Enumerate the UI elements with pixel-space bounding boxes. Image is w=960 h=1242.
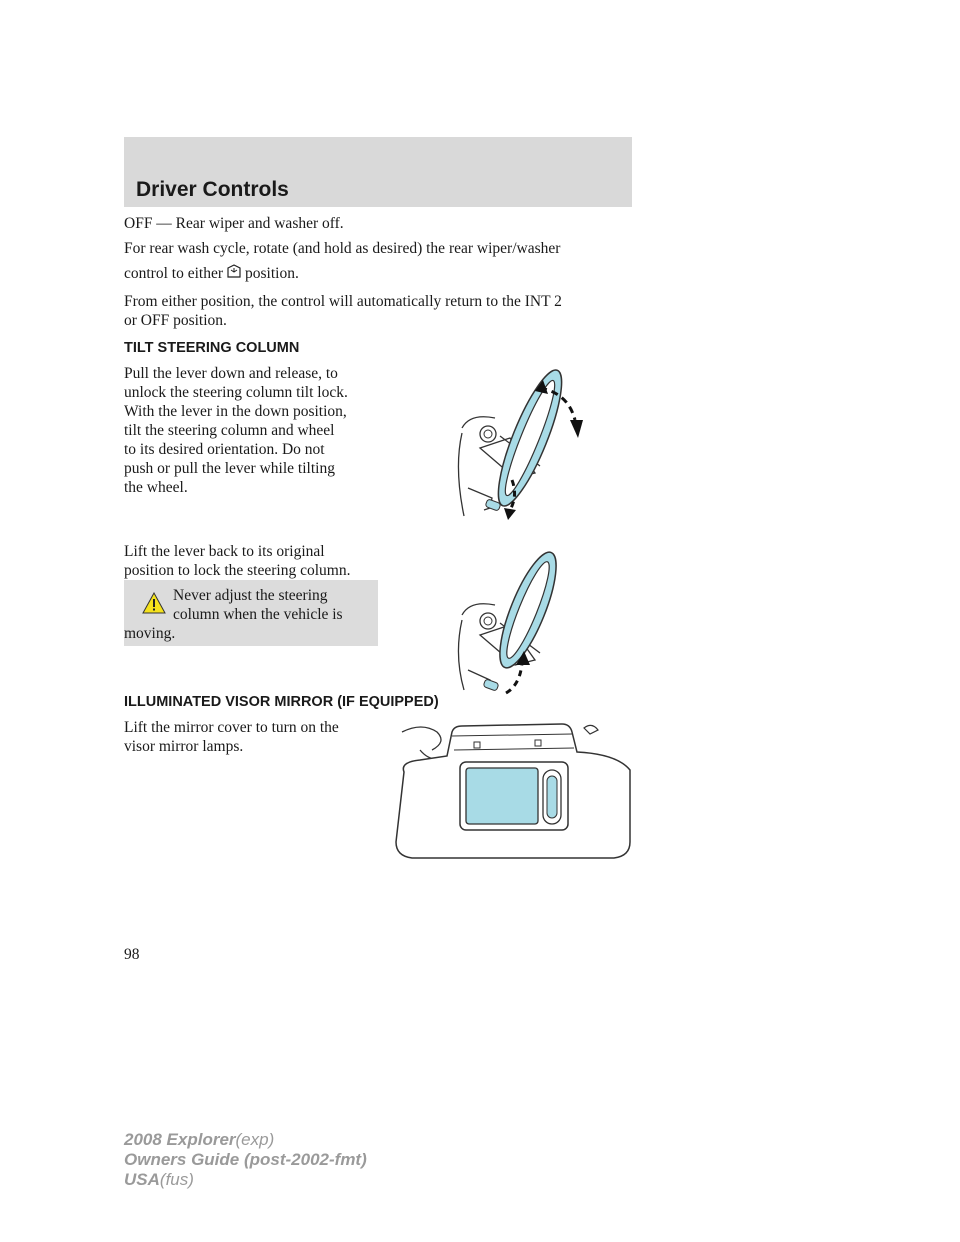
section-title: Driver Controls	[136, 178, 289, 201]
footer-model: 2008 Explorer	[124, 1130, 236, 1149]
footer-guide: Owners Guide (post-2002-fmt)	[124, 1150, 367, 1169]
tilt-line: push or pull the lever while tilting	[124, 460, 335, 477]
visor-line: Lift the mirror cover to turn on the	[124, 719, 339, 736]
warning-line: column when the vehicle is	[173, 606, 343, 623]
footer-model-code: (exp)	[235, 1130, 275, 1149]
tilt-unlock-illustration	[440, 358, 600, 528]
tilt-line: With the lever in the down position,	[124, 403, 347, 420]
wash-line2-before: control to either	[124, 265, 223, 282]
lift-line: position to lock the steering column.	[124, 562, 351, 579]
visor-heading: ILLUMINATED VISOR MIRROR (IF EQUIPPED)	[124, 694, 439, 710]
warning-line: moving.	[124, 625, 176, 642]
tilt-heading: TILT STEERING COLUMN	[124, 340, 300, 356]
tilt-line: Pull the lever down and release, to	[124, 365, 338, 382]
paragraph-wash-line2	[124, 264, 299, 285]
footer-market-code: (fus)	[159, 1170, 194, 1189]
warning-triangle-icon	[142, 592, 166, 619]
visor-line: visor mirror lamps.	[124, 738, 244, 755]
lift-line: Lift the lever back to its original	[124, 543, 325, 560]
footer-line	[124, 1130, 367, 1150]
tilt-line: to its desired orientation. Do not	[124, 441, 325, 458]
paragraph-return-line1: From either position, the control will automatically return to the INT 2	[124, 293, 562, 310]
footer	[124, 1130, 367, 1190]
tilt-line: unlock the steering column tilt lock.	[124, 384, 348, 401]
paragraph-off: OFF — Rear wiper and washer off.	[124, 215, 344, 232]
paragraph-return-line2: or OFF position.	[124, 312, 227, 329]
visor-mirror-illustration	[392, 722, 637, 869]
footer-line	[124, 1170, 367, 1190]
washer-icon	[225, 264, 243, 285]
tilt-lock-illustration	[440, 545, 600, 710]
paragraph-wash-line1: For rear wash cycle, rotate (and hold as desired) the rear wiper/washer	[124, 240, 561, 257]
tilt-line: tilt the steering column and wheel	[124, 422, 335, 439]
page-number: 98	[124, 946, 140, 963]
wash-line2-after: position.	[245, 265, 299, 282]
warning-line: Never adjust the steering	[173, 587, 328, 604]
footer-line	[124, 1150, 367, 1170]
footer-market: USA	[124, 1170, 160, 1189]
tilt-line: the wheel.	[124, 479, 188, 496]
warning-text	[173, 586, 343, 624]
